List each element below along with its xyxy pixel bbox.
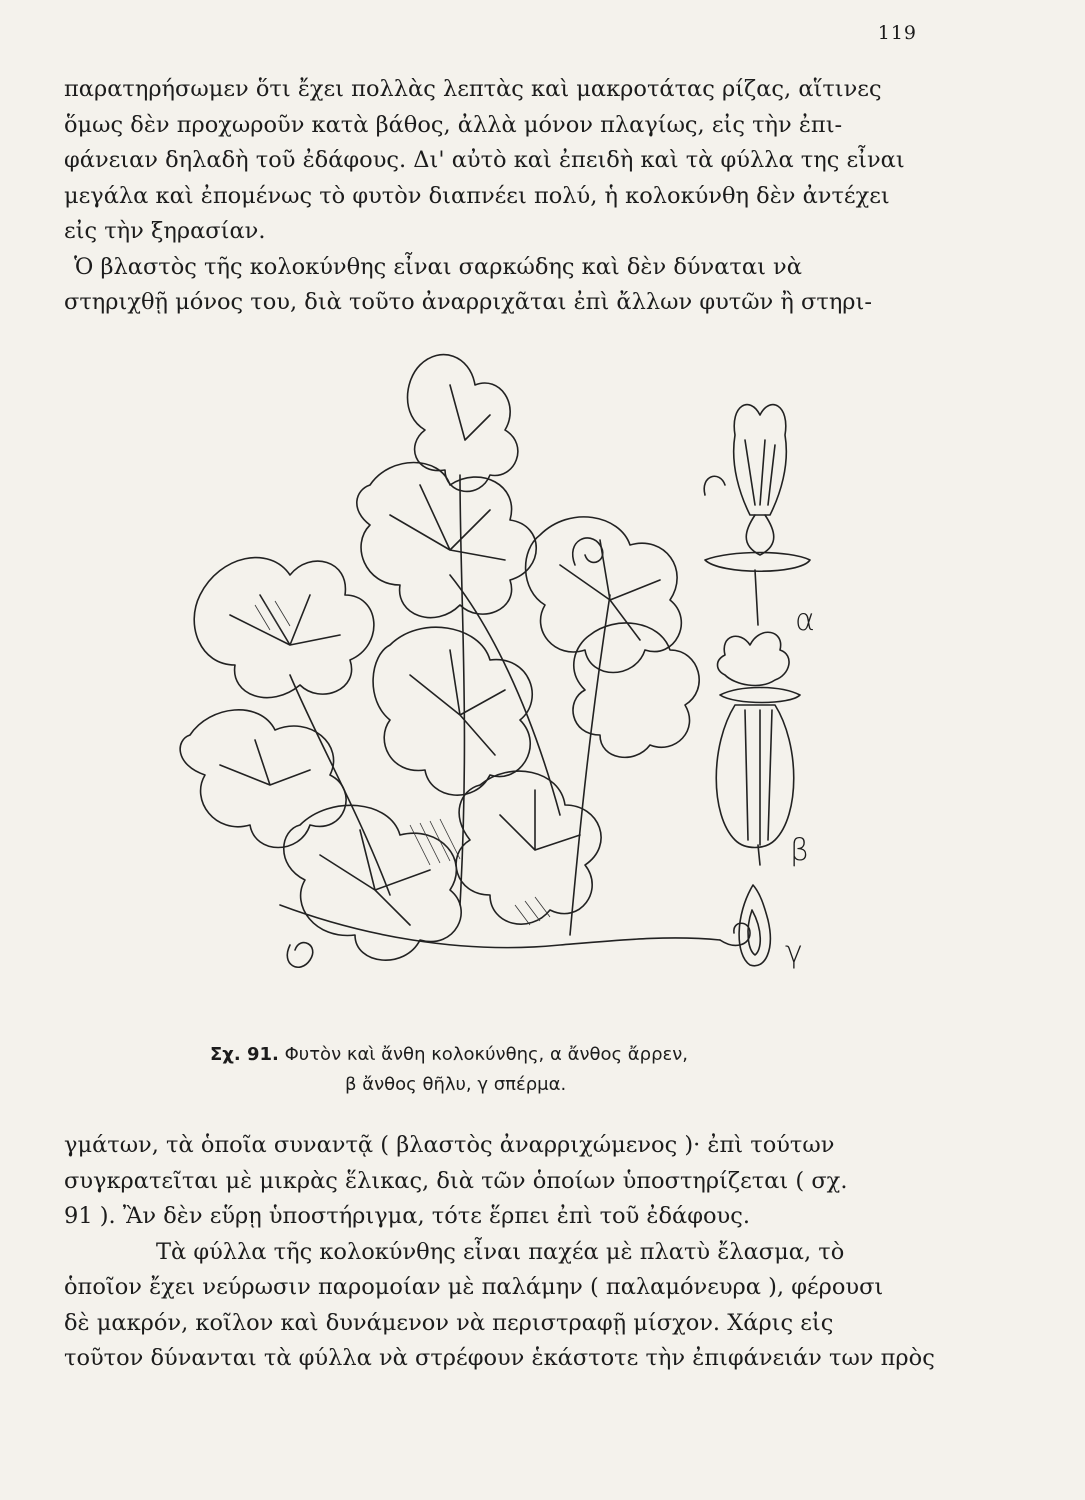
pumpkin-illustration [160, 345, 940, 985]
text-line: φάνειαν δηλαδὴ τοῦ ἐδάφους. Δι' αὐτὸ καὶ ἐπειδὴ καὶ τὰ φύλλα της εἶναι [64, 147, 905, 173]
top-paragraph [64, 72, 930, 321]
text-line: παρατηρήσωμεν ὅτι ἔχει πολλὰς λεπτὰς καὶ μακροτάτας ρίζας, αἵτινες [64, 76, 882, 102]
figure-label-gamma: γ [785, 935, 803, 970]
text-line: στηριχθῇ μόνος του, διὰ τοῦτο ἀναρριχᾶται ἐπὶ ἄλλων φυτῶν ἢ στηρι- [64, 289, 872, 315]
text-line: Ὁ βλαστὸς τῆς κολοκύνθης εἶναι σαρκώδης καὶ δὲν δύναται νὰ [74, 253, 802, 280]
text-line: ὁποῖον ἔχει νεύρωσιν παρομοίαν μὲ παλάμην ( παλαμόνευρα ), φέρουσι [64, 1274, 884, 1300]
figure-caption [210, 1040, 688, 1100]
text-line: εἰς τὴν ξηρασίαν. [64, 218, 266, 244]
figure-label-alpha: α [795, 603, 815, 638]
text-line: τοῦτον δύνανται τὰ φύλλα νὰ στρέφουν ἑκάστοτε τὴν ἐπιφάνειάν των πρὸς [64, 1345, 935, 1371]
figure-label-beta: β [790, 833, 810, 868]
text-line: δὲ μακρόν, κοῖλον καὶ δυνάμενον νὰ περιστραφῇ μίσχον. Χάρις εἰς [64, 1309, 834, 1336]
text-line: 91 ). Ἂν δὲν εὕρῃ ὑποστήριγμα, τότε ἕρπει ἐπὶ τοῦ ἐδάφους. [64, 1203, 750, 1229]
text-line: Τὰ φύλλα τῆς κολοκύνθης εἶναι παχέα μὲ πλατὺ ἔλασμα, τὸ [156, 1238, 845, 1265]
text-line: συγκρατεῖται μὲ μικρὰς ἕλικας, διὰ τῶν ὁποίων ὑποστηρίζεται ( σχ. [64, 1167, 848, 1194]
text-line: μεγάλα καὶ ἐπομένως τὸ φυτὸν διαπνέει πολύ, ἡ κολοκύνθη δὲν ἀντέχει [64, 182, 890, 209]
caption-line2: β ἄνθος θῆλυ, γ σπέρμα. [345, 1074, 567, 1095]
text-line: γμάτων, τὰ ὁποῖα συναντᾷ ( βλαστὸς ἀναρριχώμενος )· ἐπὶ τούτων [64, 1132, 835, 1158]
caption-line1: Φυτὸν καὶ ἄνθη κολοκύνθης, α ἄνθος ἄρρεν, [284, 1044, 689, 1065]
bottom-paragraph [64, 1128, 935, 1377]
pumpkin-plant-drawing [160, 345, 940, 985]
text-line: ὅμως δὲν προχωροῦν κατὰ βάθος, ἀλλὰ μόνον πλαγίως, εἰς τὴν ἐπι- [64, 111, 843, 138]
caption-number: Σχ. 91. [210, 1044, 279, 1065]
page-number: 119 [877, 22, 917, 44]
